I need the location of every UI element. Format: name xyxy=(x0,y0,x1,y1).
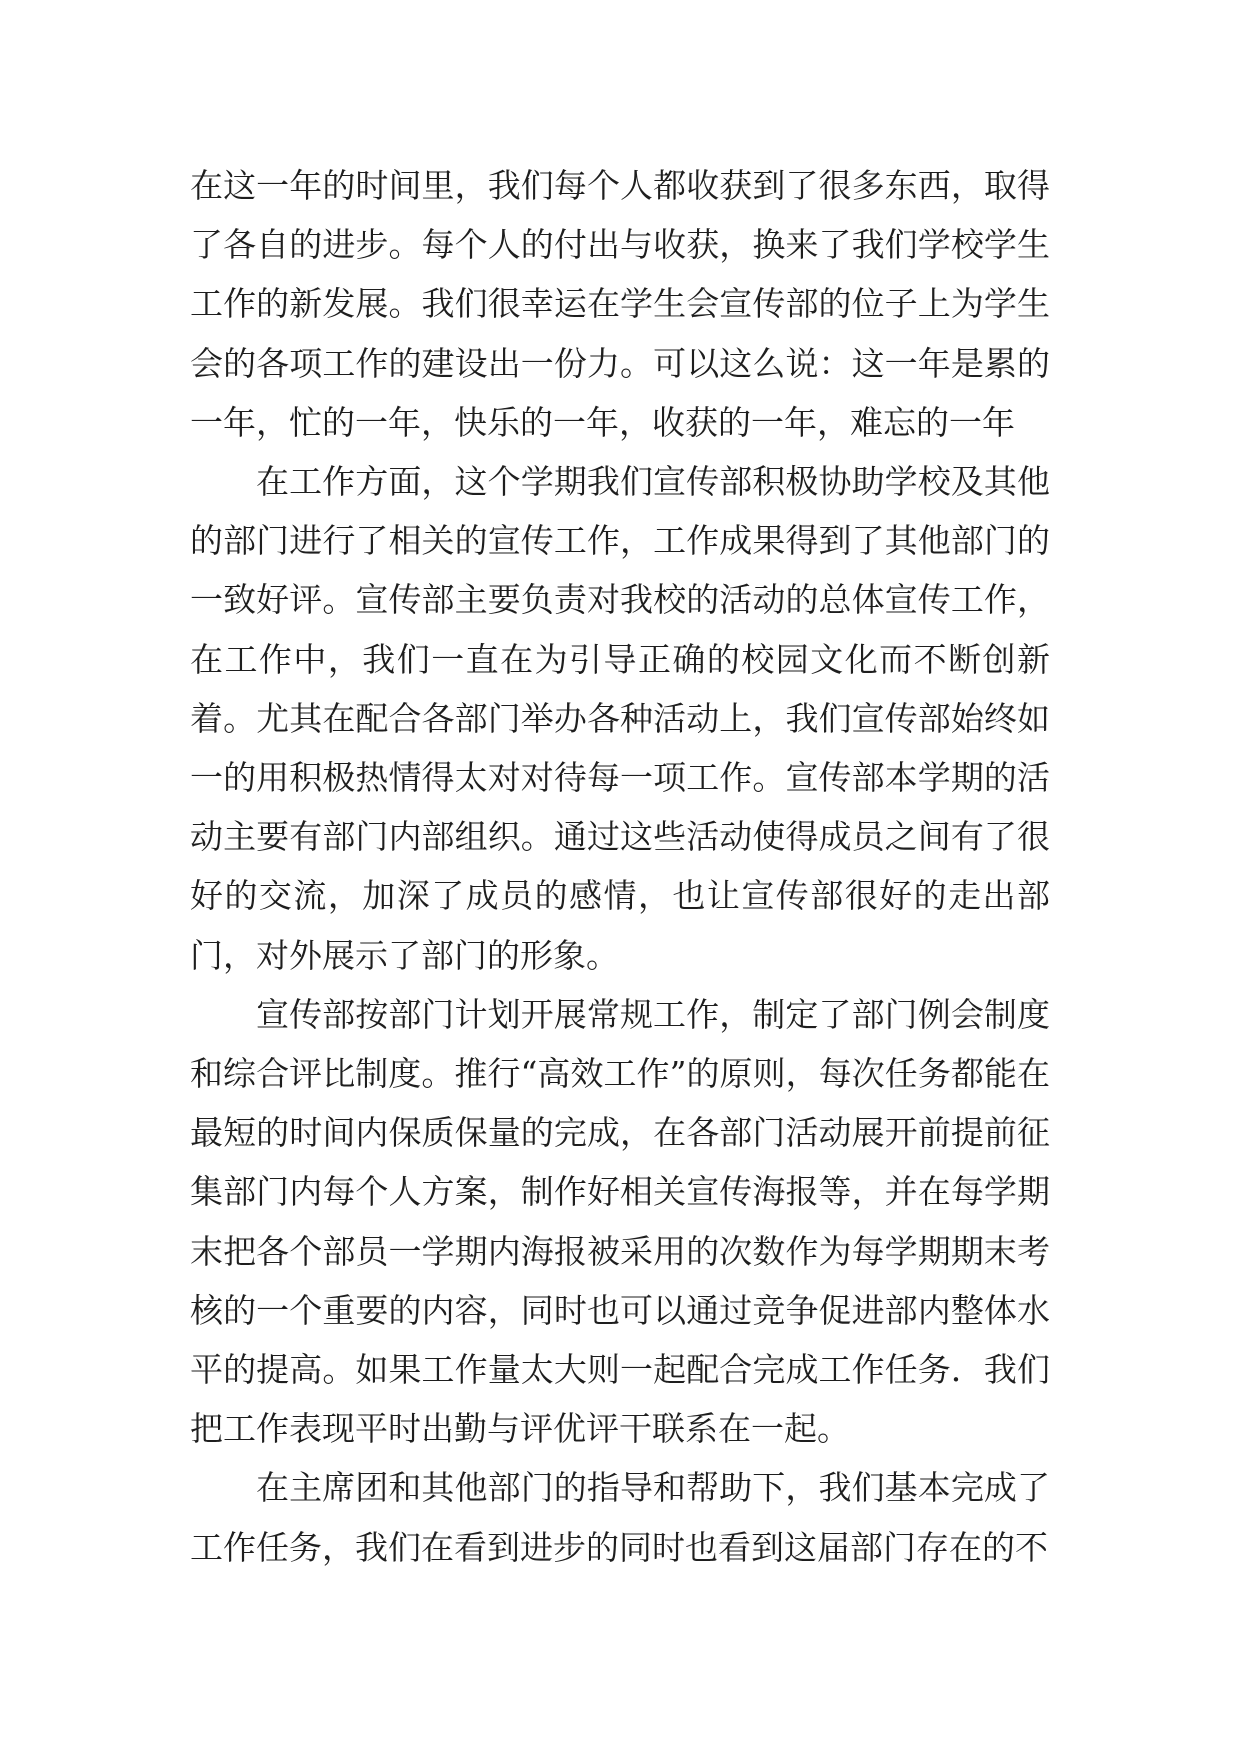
paragraph-1: 在这一年的时间里，我们每个人都收获到了很多东西，取得了各自的进步。每个人的付出与收获，换来了我们学校学生工作的新发展。我们很幸运在学生会宣传部的位子上为学生会的各项工作的建设出一份力。可以这么说：这一年是累的一年，忙的一年，快乐的一年，收获的一年，难忘的一年 xyxy=(190,166,1050,442)
paragraph-3: 宣传部按部门计划开展常规工作，制定了部门例会制度和综合评比制度。推行“高效工作”的原则，每次任务都能在最短的时间内保质保量的完成，在各部门活动展开前提前征集部门内每个人方案，制作好相关宣传海报等，并在每学期末把各个部员一学期内海报被采用的次数作为每学期期末考核的一个重要的内容，同时也可以通过竞争促进部内整体水平的提高。如果工作量太大则一起配合完成工作任务．我们把工作表现平时出勤与评优评干联系在一起。 xyxy=(190,994,1050,1449)
body-text xyxy=(190,156,1050,1577)
paragraph-4: 在主席团和其他部门的指导和帮助下，我们基本完成了工作任务，我们在看到进步的同时也看到这届部门存在的不 xyxy=(190,1468,1050,1567)
paragraph-2: 在工作方面，这个学期我们宣传部积极协助学校及其他的部门进行了相关的宣传工作，工作成果得到了其他部门的一致好评。宣传部主要负责对我校的活动的总体宣传工作，在工作中，我们一直在为引导正确的校园文化而不断创新着。尤其在配合各部门举办各种活动上，我们宣传部始终如一的用积极热情得太对对待每一项工作。宣传部本学期的活动主要有部门内部组织。通过这些活动使得成员之间有了很好的交流，加深了成员的感情，也让宣传部很好的走出部门，对外展示了部门的形象。 xyxy=(190,462,1050,975)
